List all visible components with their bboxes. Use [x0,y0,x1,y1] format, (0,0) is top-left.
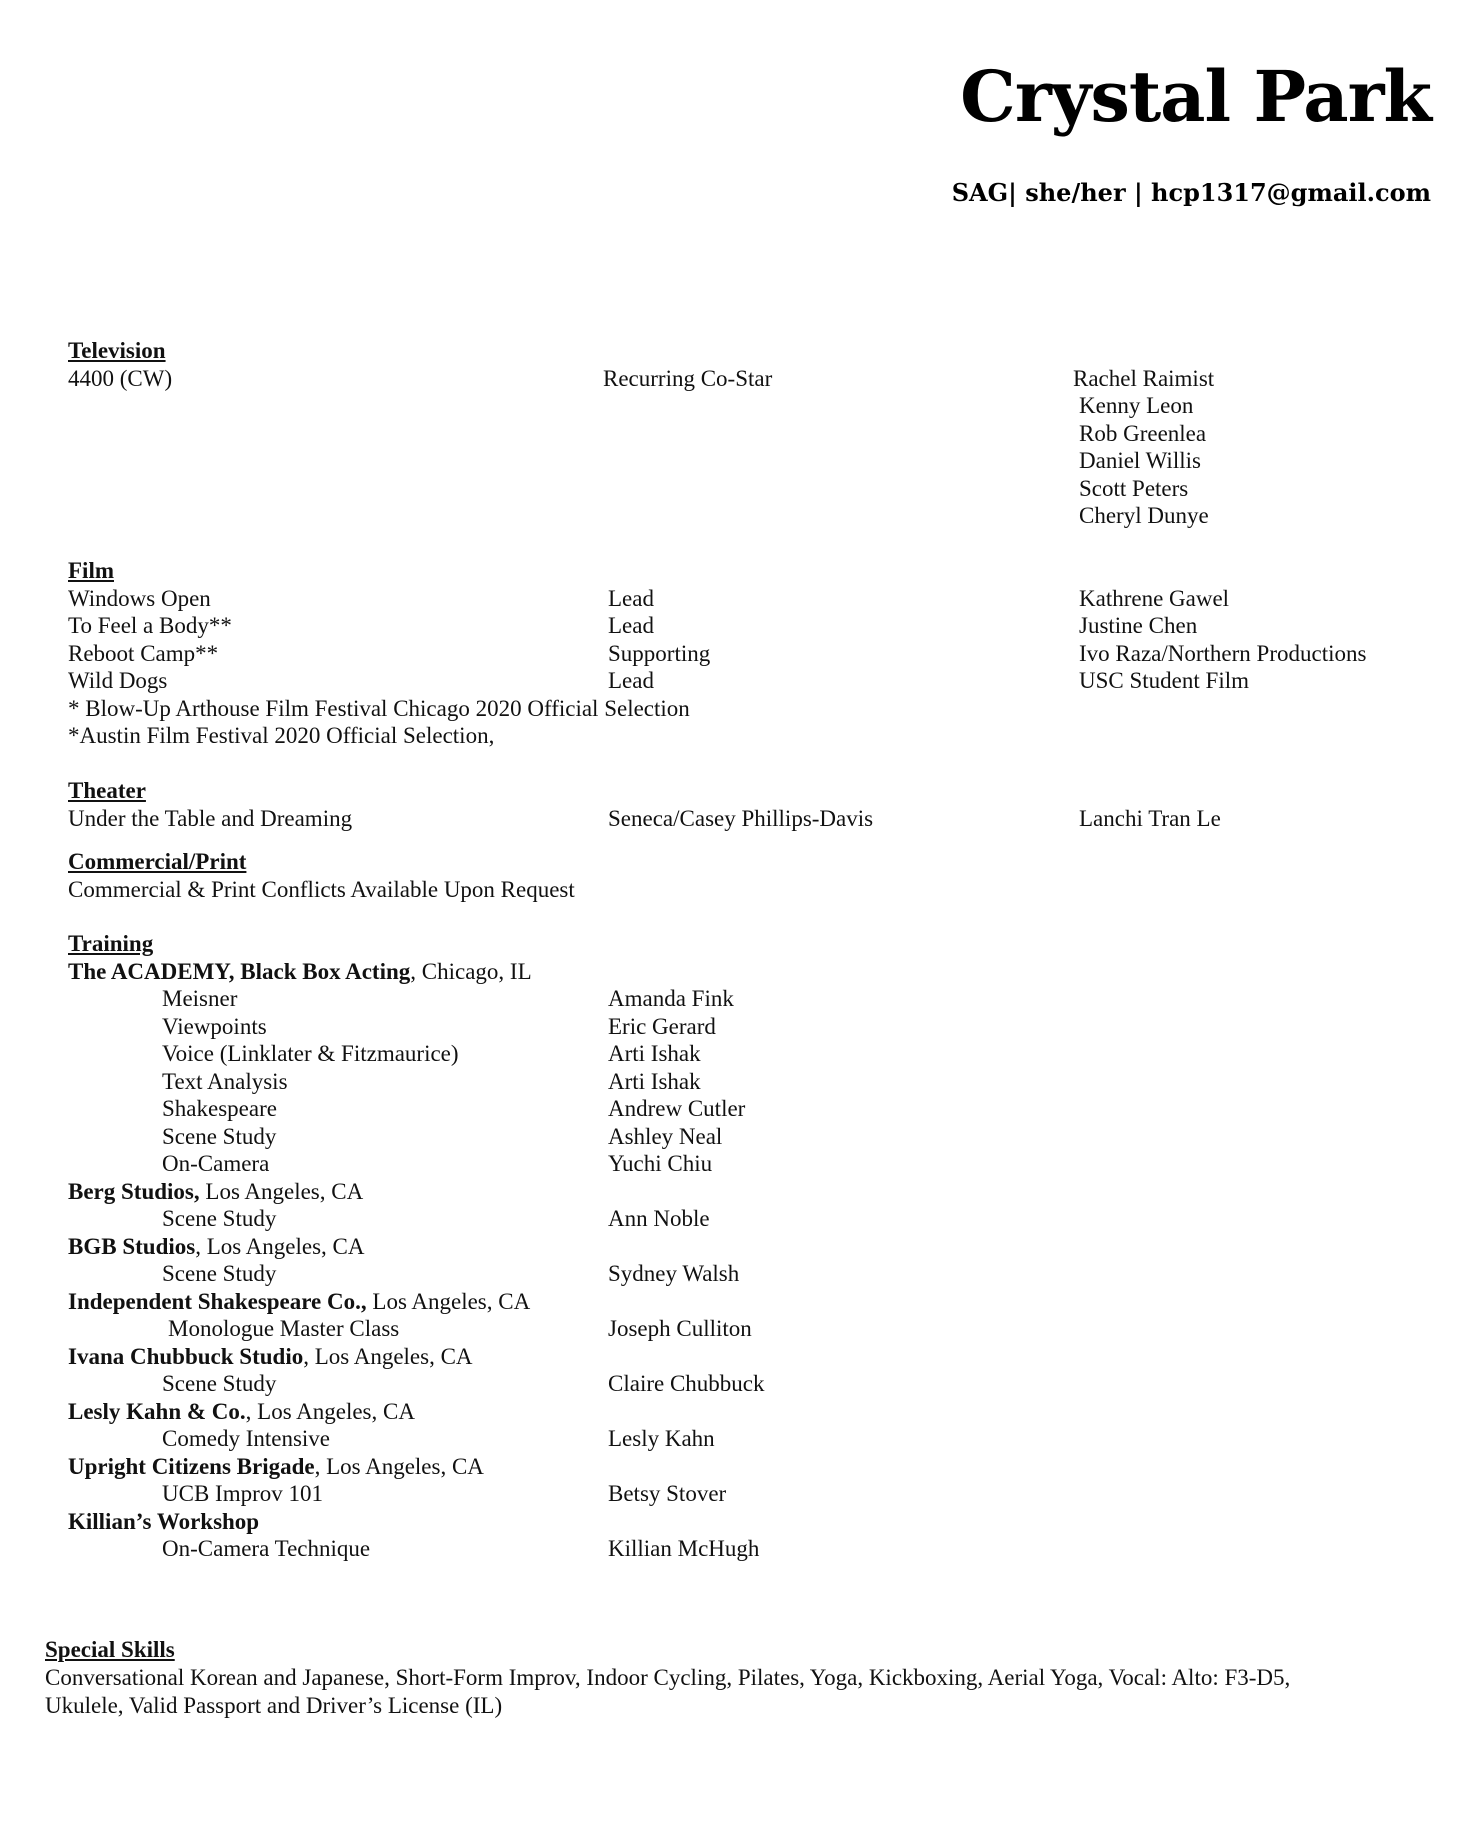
school-line [68,1453,532,1481]
credit-director: Justine Chen [1079,613,1198,638]
credit-row [68,640,1367,668]
commercial-section [68,848,575,903]
class-row [68,1260,740,1288]
class-name: Scene Study [162,1261,277,1286]
class-teacher: Claire Chubbuck [608,1371,765,1396]
credit-title: To Feel a Body** [68,613,232,638]
credit-director: Rob Greenlea [1079,420,1207,446]
commercial-heading: Commercial/Print [68,849,247,874]
class-row [68,1123,723,1151]
credit-role: Lead [608,668,654,693]
class-teacher: Sydney Walsh [608,1261,740,1286]
class-teacher: Betsy Stover [608,1481,727,1506]
class-name: Meisner [162,986,238,1011]
class-name: Comedy Intensive [162,1426,330,1451]
training-section [68,930,765,1563]
director-row [68,447,1201,475]
director-row [68,475,1189,503]
school-name: The ACADEMY, Black Box Acting [68,958,411,984]
class-name: Viewpoints [162,1013,267,1039]
credit-title: Under the Table and Dreaming [68,805,353,831]
school-line [68,1398,532,1426]
school-line [68,1343,532,1371]
training-heading: Training [68,931,154,956]
credit-role: Supporting [608,640,711,666]
skills-line: Conversational Korean and Japanese, Short-Form Improv, Indoor Cycling, Pilates, Yoga, Kickboxing, Aerial Yoga, Vocal: Alto: F3-D5, [45,1665,1291,1690]
credit-role: Seneca/Casey Phillips-Davis [608,805,874,831]
school-location: , Los Angeles, CA [314,1453,484,1479]
credit-row [68,585,1230,613]
skills-line: Ukulele, Valid Passport and Driver’s License (IL) [45,1693,503,1718]
credit-director: Ivo Raza/Northern Productions [1079,640,1367,666]
class-name: Voice (Linklater & Fitzmaurice) [162,1041,459,1066]
class-name: On-Camera Technique [162,1536,371,1561]
director-row [68,502,1209,530]
class-teacher: Yuchi Chiu [608,1151,713,1176]
class-teacher: Ashley Neal [608,1123,723,1149]
credit-director: Kathrene Gawel [1079,585,1230,611]
special-skills-heading: Special Skills [45,1637,175,1662]
school-line [68,958,532,986]
school-name: Upright Citizens Brigade [68,1453,315,1479]
theater-heading: Theater [68,778,146,803]
class-name: UCB Improv 101 [162,1481,323,1506]
school-location: , Chicago, IL [410,958,532,984]
credit-role: Lead [608,613,654,638]
class-row [68,1095,746,1123]
class-teacher: Andrew Cutler [608,1096,746,1121]
class-name: Scene Study [162,1123,277,1149]
class-name: Text Analysis [162,1068,288,1094]
credit-row [68,612,1198,640]
contact-line: SAG| she/her | hcp1317@gmail.com [951,178,1431,207]
credit-director: Cheryl Dunye [1079,503,1209,528]
school-line [68,1233,532,1261]
class-teacher: Eric Gerard [608,1013,716,1039]
school-line [68,1288,532,1316]
credit-director: Lanchi Tran Le [1079,805,1221,831]
class-teacher: Arti Ishak [608,1041,701,1066]
credit-row [68,365,1215,393]
theater-section [68,777,1221,832]
class-teacher: Arti Ishak [608,1068,701,1094]
class-row [68,1013,716,1041]
director-row [68,420,1207,448]
credit-director: Kenny Leon [1079,393,1194,418]
school-name: BGB Studios [68,1233,196,1259]
school-location: , Los Angeles, CA [195,1233,365,1259]
class-name: Monologue Master Class [168,1316,400,1341]
class-name: On-Camera [162,1151,270,1176]
credit-director: Scott Peters [1079,475,1189,501]
school-name: Ivana Chubbuck Studio [68,1343,304,1369]
credit-title: Wild Dogs [68,668,168,693]
credit-director: USC Student Film [1079,668,1249,693]
actor-name: Crystal Park [960,55,1431,138]
class-name: Scene Study [162,1206,277,1231]
class-row [68,985,734,1013]
credit-title: Windows Open [68,585,211,611]
television-section [68,337,1215,530]
class-teacher: Amanda Fink [608,986,734,1011]
director-row [68,392,1194,420]
class-teacher: Ann Noble [608,1206,710,1231]
credit-director: Rachel Raimist [1073,365,1215,391]
festival-note: *Austin Film Festival 2020 Official Selection, [68,723,495,748]
school-location: Los Angeles, CA [199,1178,364,1204]
credit-role: Recurring Co-Star [603,365,773,391]
film-heading: Film [68,558,114,583]
school-location: Los Angeles, CA [366,1288,531,1314]
film-section [68,557,1367,750]
credit-row [68,805,1221,833]
class-row [68,1315,752,1343]
school-location: , Los Angeles, CA [303,1343,473,1369]
class-name: Shakespeare [162,1096,277,1121]
class-teacher: Killian McHugh [608,1536,760,1561]
class-row [68,1425,715,1453]
class-row [68,1040,701,1068]
school-name: Berg Studios, [68,1178,200,1204]
class-row [68,1205,710,1233]
school-line [68,1508,532,1536]
class-teacher: Lesly Kahn [608,1426,715,1451]
school-name: Killian’s Workshop [68,1508,260,1534]
class-row [68,1535,760,1563]
commercial-text: Commercial & Print Conflicts Available Upon Request [68,876,575,902]
school-name: Independent Shakespeare Co., [68,1288,367,1314]
festival-note: * Blow-Up Arthouse Film Festival Chicago 2020 Official Selection [68,695,690,721]
class-row [68,1370,765,1398]
school-name: Lesly Kahn & Co. [68,1398,246,1424]
school-location: , Los Angeles, CA [245,1398,415,1424]
credit-director: Daniel Willis [1079,448,1201,473]
class-row [68,1480,727,1508]
special-skills-section [45,1636,1435,1720]
credit-role: Lead [608,585,654,611]
class-row [68,1150,713,1178]
class-row [68,1068,701,1096]
television-heading: Television [68,338,166,363]
class-teacher: Joseph Culliton [608,1316,752,1341]
credit-row [68,667,1249,695]
school-line [68,1178,532,1206]
credit-title: Reboot Camp** [68,640,219,666]
class-name: Scene Study [162,1371,277,1396]
credit-title: 4400 (CW) [68,365,173,391]
